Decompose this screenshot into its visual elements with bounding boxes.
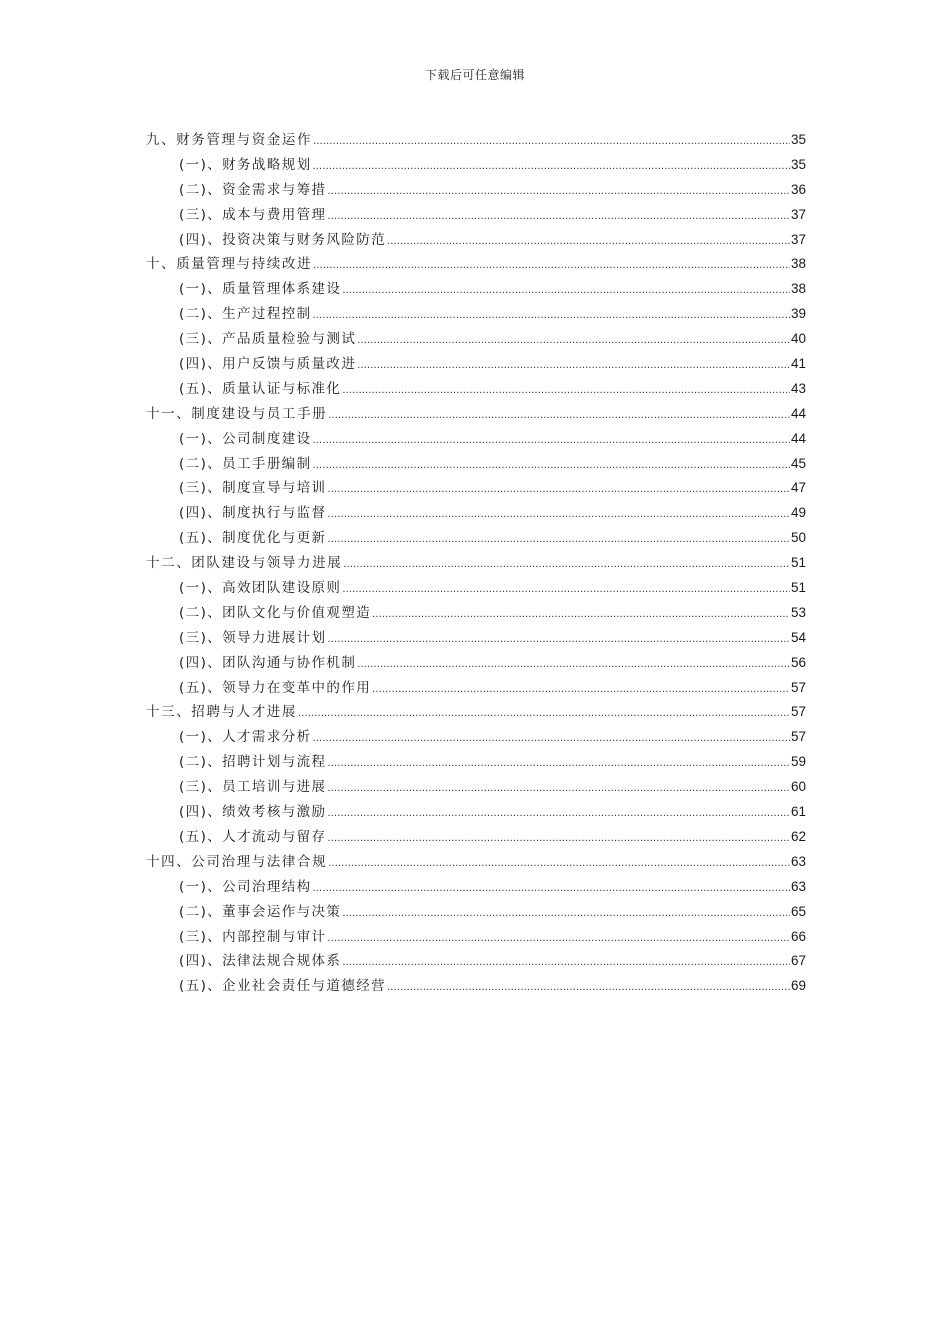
table-of-contents [146,128,806,999]
toc-section-entry[interactable] [146,925,806,950]
toc-section-entry[interactable] [146,800,806,825]
toc-entry-title: (五)、领导力在变革中的作用 [179,679,372,696]
toc-entry-title: (二)、招聘计划与流程 [179,754,327,771]
toc-chapter-entry[interactable] [146,252,806,277]
toc-section-entry[interactable] [146,949,806,974]
toc-chapter-entry[interactable] [146,850,806,875]
toc-entry-title: (四)、绩效考核与激励 [179,804,327,821]
toc-dot-leader [328,851,790,876]
toc-section-entry[interactable] [146,725,806,750]
toc-dot-leader [313,876,790,901]
toc-entry-title: 十四、公司治理与法律合规 [146,853,328,870]
toc-dot-leader [343,552,790,577]
toc-chapter-entry[interactable] [146,551,806,576]
toc-page-number: 41 [790,356,806,372]
toc-page-number: 35 [790,156,806,172]
toc-entry-title: (四)、用户反馈与质量改进 [179,356,357,373]
toc-section-entry[interactable] [146,750,806,775]
toc-page-number: 66 [790,928,806,944]
toc-page-number: 43 [790,380,806,396]
toc-entry-title: (一)、公司治理结构 [179,878,312,895]
toc-entry-title: (一)、公司制度建设 [179,430,312,447]
toc-page-number: 37 [790,231,806,247]
toc-dot-leader [327,801,790,826]
toc-entry-title: (三)、成本与费用管理 [179,206,327,223]
toc-dot-leader [372,602,790,627]
toc-section-entry[interactable] [146,875,806,900]
toc-page-number: 61 [790,804,806,820]
toc-chapter-entry[interactable] [146,700,806,725]
toc-section-entry[interactable] [146,153,806,178]
toc-section-entry[interactable] [146,377,806,402]
toc-page-number: 38 [790,256,806,272]
toc-dot-leader [327,926,790,951]
toc-entry-title: (一)、财务战略规划 [179,156,312,173]
toc-dot-leader [387,229,790,254]
toc-page-number: 60 [790,779,806,795]
toc-page-number: 65 [790,903,806,919]
toc-dot-leader [342,378,790,403]
toc-entry-title: (一)、高效团队建设原则 [179,580,342,597]
toc-dot-leader [342,901,790,926]
toc-page-number: 36 [790,181,806,197]
toc-dot-leader [387,975,790,1000]
toc-page-number: 50 [790,530,806,546]
toc-page-number: 35 [790,132,806,147]
toc-section-entry[interactable] [146,974,806,999]
toc-entry-title: (二)、董事会运作与决策 [179,903,342,920]
toc-section-entry[interactable] [146,277,806,302]
toc-dot-leader [372,677,790,702]
toc-section-entry[interactable] [146,676,806,701]
toc-page-number: 53 [790,604,806,620]
toc-entry-title: (三)、员工培训与进展 [179,779,327,796]
toc-entry-title: (二)、员工手册编制 [179,455,312,472]
toc-page-number: 67 [790,953,806,969]
toc-entry-title: 九、财务管理与资金运作 [146,132,313,148]
toc-entry-title: (五)、企业社会责任与道德经营 [179,978,387,995]
toc-entry-title: 十三、招聘与人才进展 [146,704,297,721]
toc-dot-leader [313,129,790,154]
page-header: 下载后可任意编辑 [424,68,525,82]
toc-dot-leader [313,303,790,328]
toc-dot-leader [313,726,790,751]
toc-page-number: 63 [790,878,806,894]
toc-page-number: 59 [790,754,806,770]
toc-dot-leader [327,826,790,851]
toc-dot-leader [357,353,790,378]
toc-entry-title: (五)、人才流动与留存 [179,828,327,845]
toc-page-number: 63 [790,853,806,869]
toc-page-number: 39 [790,306,806,322]
toc-page-number: 51 [790,580,806,596]
toc-page-number: 49 [790,505,806,521]
toc-section-entry[interactable] [146,501,806,526]
toc-dot-leader [328,403,790,428]
toc-entry-title: 十、质量管理与持续改进 [146,256,313,273]
toc-section-entry[interactable] [146,651,806,676]
toc-entry-title: (五)、制度优化与更新 [179,530,327,547]
toc-section-entry[interactable] [146,526,806,551]
toc-dot-leader [357,652,790,677]
toc-page-number: 57 [790,704,806,720]
toc-section-entry[interactable] [146,327,806,352]
toc-entry-title: (五)、质量认证与标准化 [179,380,342,397]
toc-section-entry[interactable] [146,601,806,626]
toc-entry-title: (三)、领导力进展计划 [179,629,327,646]
toc-section-entry[interactable] [146,476,806,501]
toc-dot-leader [327,477,790,502]
toc-chapter-entry[interactable] [146,128,806,153]
toc-page-number: 69 [790,978,806,994]
toc-dot-leader [357,328,790,353]
toc-page-number: 38 [790,281,806,297]
toc-section-entry[interactable] [146,825,806,850]
toc-entry-title: (三)、内部控制与审计 [179,928,327,945]
toc-page-number: 57 [790,679,806,695]
toc-dot-leader [342,278,790,303]
toc-page-number: 40 [790,331,806,347]
toc-entry-title: (二)、资金需求与筹措 [179,181,327,198]
toc-dot-leader [327,502,790,527]
toc-page-number: 57 [790,729,806,745]
toc-section-entry[interactable] [146,228,806,253]
toc-entry-title: (二)、团队文化与价值观塑造 [179,604,372,621]
toc-section-entry[interactable] [146,576,806,601]
toc-page-number: 44 [790,430,806,446]
toc-page-number: 45 [790,455,806,471]
toc-dot-leader [313,154,790,179]
toc-page-number: 51 [790,555,806,571]
toc-section-entry[interactable] [146,427,806,452]
toc-dot-leader [327,751,790,776]
toc-chapter-entry[interactable] [146,402,806,427]
toc-section-entry[interactable] [146,203,806,228]
toc-dot-leader [313,428,790,453]
toc-entry-title: (一)、人才需求分析 [179,729,312,746]
toc-section-entry[interactable] [146,302,806,327]
toc-dot-leader [342,950,790,975]
toc-entry-title: (一)、质量管理体系建设 [179,281,342,298]
toc-page-number: 44 [790,405,806,421]
toc-entry-title: (三)、产品质量检验与测试 [179,331,357,348]
toc-page-number: 56 [790,654,806,670]
toc-section-entry[interactable] [146,900,806,925]
toc-section-entry[interactable] [146,352,806,377]
toc-page-number: 47 [790,480,806,496]
toc-dot-leader [327,776,790,801]
toc-dot-leader [327,179,790,204]
toc-dot-leader [327,204,790,229]
toc-entry-title: (四)、投资决策与财务风险防范 [179,231,387,248]
toc-dot-leader [313,253,790,278]
toc-page-number: 54 [790,629,806,645]
toc-entry-title: 十二、团队建设与领导力进展 [146,555,343,572]
toc-entry-title: (二)、生产过程控制 [179,306,312,323]
toc-dot-leader [298,701,790,726]
toc-page-number: 37 [790,206,806,222]
toc-entry-title: 十一、制度建设与员工手册 [146,405,328,422]
toc-section-entry[interactable] [146,178,806,203]
toc-entry-title: (四)、法律法规合规体系 [179,953,342,970]
toc-entry-title: (四)、团队沟通与协作机制 [179,654,357,671]
toc-section-entry[interactable] [146,452,806,477]
toc-section-entry[interactable] [146,775,806,800]
toc-dot-leader [327,627,790,652]
toc-entry-title: (三)、制度宣导与培训 [179,480,327,497]
toc-dot-leader [313,453,790,478]
toc-page-number: 62 [790,828,806,844]
toc-dot-leader [342,577,790,602]
toc-dot-leader [327,527,790,552]
toc-entry-title: (四)、制度执行与监督 [179,505,327,522]
toc-section-entry[interactable] [146,626,806,651]
